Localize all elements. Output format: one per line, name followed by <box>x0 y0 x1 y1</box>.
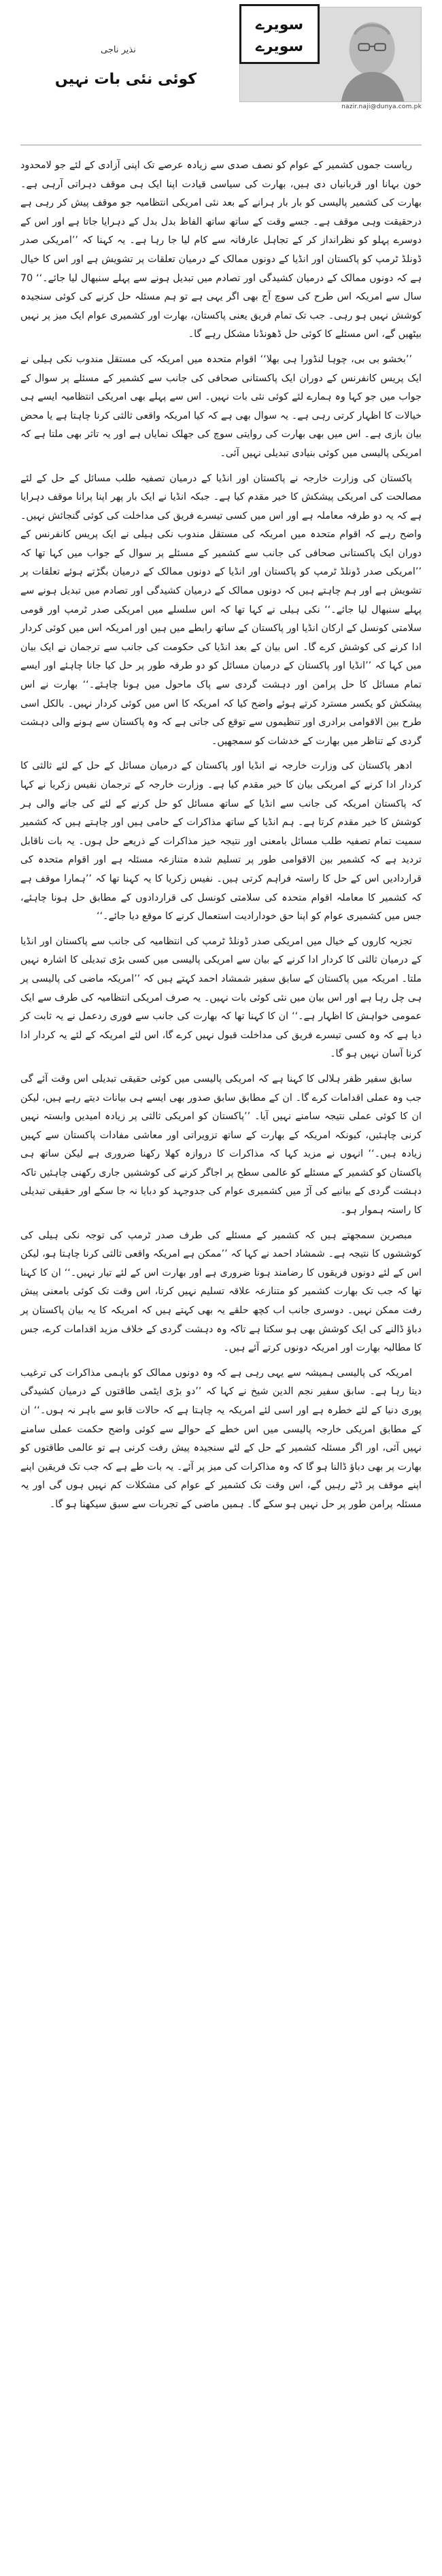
article-paragraph: ’’بخشو بی بی، چوہا لنڈورا ہی بھلا‘‘ اقوام متحدہ میں امریکہ کی مستقل مندوب نکی ہیلی نے ایک پریس کانفرنس کے دوران ایک پاکستانی صحافی کی جانب سے کشمیر کے مسئلے پر سوال کے جواب میں جو کہا وہ ہمارے لئے کوئی نئی بات نہیں۔ اس سے پہلے بھی امریکی انتظامیہ ایسے ہی خیالات کا اظہار کرتی رہی ہے۔ یہ سوال بھی ہے کہ کیا امریکہ واقعی ثالثی کرنا چاہتا ہے یا محض بیان بازی ہے۔ اس میں بھی بھارت کی روایتی سوچ کی جھلک نمایاں ہے اور یہ تاثر بھی ملتا ہے کہ امریکی پالیسی میں کوئی بنیادی تبدیلی نہیں آئی۔ <box>20 353 422 459</box>
columnist-name: نذیر ناجی <box>101 45 136 55</box>
article-paragraph: ریاست جموں کشمیر کے عوام کو نصف صدی سے زیادہ عرصے تک اپنی آزادی کے لئے جو لامحدود خون بہانا اور قربانیاں دی ہیں، بھارت کی سیاسی قیادت اپنا ایک ہی موقف دہراتی آرہی ہے۔ بھارت کی کشمیر پالیسی کو بار بار ہرانے کے بعد نئی امریکی انتظامیہ جو موقف پیش کر رہی ہے درحقیقت وہی موقف ہے۔ جسے وقت کے ساتھ ساتھ الفاظ بدل بدل کے دہرایا جاتا ہے اور اس کے دوسرے پہلو کو نظرانداز کر کے تجاہل عارفانہ سے کام لیا جا رہا ہے۔ یہ کہنا کہ ’’امریکی صدر ڈونلڈ ٹرمپ کو پاکستان اور انڈیا کے دونوں ممالک کے درمیان تعلقات پر تشویش ہے اور اس کا خیال ہے کہ دونوں ممالک کے درمیان کشیدگی اور تصادم میں تبدیل ہونے سے پہلے سنبھال لیا جائے۔‘‘ 70 سال سے امریکہ اس طرح کی سوچ آج بھی اگر یہی ہے تو ہم مسئلہ حل کرنے کی کوئی سنجیدہ کوشش نہیں ہو رہی۔ جب تک تمام فریق یعنی پاکستان، بھارت اور کشمیری عوام ایک میز پر نہیں بیٹھیں گے، اس مسئلے کا کوئی حل ڈھونڈنا مشکل رہے گا۔ <box>20 160 422 340</box>
svg-text:سویرے: سویرے <box>255 16 304 33</box>
columnist-email: nazir.naji@dunya.com.pk <box>341 103 422 110</box>
column-logo <box>239 4 320 64</box>
article-paragraph: پاکستان کی وزارت خارجہ نے پاکستان اور انڈیا کے درمیان تصفیہ طلب مسائل کے حل کے لئے مصالحت کی امریکی پیشکش کا خیر مقدم کیا ہے۔ جبکہ انڈیا نے ایک بار پھر اپنا پرانا موقف دہرایا ہے کہ یہ دو طرفہ معاملہ ہے اور اس میں کسی تیسرے فریق کی مداخلت کی کوئی گنجائش نہیں۔ واضح رہے کہ اقوام متحدہ میں امریکہ کی مستقل مندوب نکی ہیلی نے ایک پریس کانفرنس کے دوران ایک پاکستانی صحافی کی جانب سے کشمیر کے مسئلے پر سوال کے جواب میں کہا تھا کہ ’’امریکی صدر ڈونلڈ ٹرمپ کو پاکستان اور انڈیا کے دونوں ممالک کے درمیان بگڑتے ہوئے تعلقات پر تشویش ہے اور ہم چاہتے ہیں کہ دونوں ممالک کے درمیان کشیدگی اور تصادم میں تبدیل ہونے سے پہلے سنبھال لیا جائے۔‘‘ نکی ہیلی نے کہا تھا کہ اس سلسلے میں امریکی صدر ٹرمپ اور قومی سلامتی کونسل کے ارکان انڈیا اور پاکستان کے ساتھ رابطے میں ہیں اور امریکہ اس میں کوئی کردار ادا کرنے کی کوشش کرے گا۔ اس بیان کے بعد انڈیا کی حکومت کی جانب سے ترجمان نے ایک بیان میں کہا کہ ’’انڈیا اور پاکستان کے درمیان مسائل کو دو طرفہ طور پر حل کیا جانا چاہئے اور ایسے تمام مسائل کا حل پرامن اور دہشت گردی سے پاک ماحول میں ہونا چاہئے۔‘‘ بھارت نے اس پیشکش کو یکسر مسترد کرتے ہوئے واضح کیا کہ امریکہ کا اس میں کوئی کردار نہیں۔ بالکل اسی طرح بین الاقوامی برادری اور تنظیموں سے توقع کی جاتی ہے کہ وہ پاکستان سے ہونے والی دہشت گردی کے تناظر میں بھارت کے خدشات کو سمجھیں۔ <box>20 472 422 747</box>
article-paragraph: امریکہ کی پالیسی ہمیشہ سے یہی رہی ہے کہ وہ دونوں ممالک کو باہمی مذاکرات کی ترغیب دیتا رہا ہے۔ سابق سفیر نجم الدین شیخ نے کہا کہ ’’دو بڑی ایٹمی طاقتوں کے درمیان کشیدگی پوری دنیا کے لئے خطرہ ہے اور اسی لئے امریکہ یہ چاہتا ہے کہ حالات قابو سے باہر نہ ہوں۔‘‘ ان کے مطابق امریکی خارجہ پالیسی میں اس خطے کے حوالے سے کوئی واضح حکمت عملی سامنے نہیں آئی، اور اگر مسئلہ کشمیر کے حل کے لئے سنجیدہ پیش رفت کرنی ہے تو عالمی طاقتوں کو بھارت پر بھی دباؤ ڈالنا ہو گا کہ وہ مذاکرات کی میز پر آئے۔ یہ بات طے ہے کہ جب تک فریقین اپنے اپنے موقف پر ڈٹے رہیں گے، اس وقت تک کشمیر کے عوام کی مشکلات کم نہیں ہوں گی اور یہ مسئلہ پرامن طور پر حل نہیں ہو سکے گا۔ ہمیں ماضی کے تجربات سے سبق سیکھنا ہو گا۔ <box>20 1367 422 1510</box>
column-header <box>20 0 422 146</box>
article-paragraph: ادھر پاکستان کی وزارت خارجہ نے انڈیا اور پاکستان کے درمیان مسائل کے حل کے لئے ثالثی کا کردار ادا کرنے کے امریکی بیان کا خیر مقدم کیا ہے۔ وزارت خارجہ کے ترجمان نفیس زکریا نے کہا کہ پاکستان امریکہ کی جانب سے انڈیا کے ساتھ مسائل کو حل کرنے کے لئے کی جانے والی ہر کوشش کا خیر مقدم کرتا ہے۔ ہم انڈیا کے ساتھ مذاکرات کے حامی ہیں اور چاہتے ہیں کہ کشمیر سمیت تمام تصفیہ طلب مسائل بامعنی اور نتیجہ خیز مذاکرات کے ذریعے حل ہوں۔ یہ بات ناقابل تردید ہے کہ کشمیر بین الاقوامی طور پر تسلیم شدہ متنازعہ مسئلہ ہے اور اقوام متحدہ کی قراردادیں اس کے حل کا راستہ فراہم کرتی ہیں۔ نفیس زکریا کا یہ کہنا تھا کہ ’’ہمارا موقف ہے کہ کشمیر کا معاملہ اقوام متحدہ کی سلامتی کونسل کی قراردادوں کے مطابق حل ہونا چاہئے، جس میں کشمیری عوام کو اپنا حق خودارادیت استعمال کرنے کا موقع دیا جائے۔‘‘ <box>20 760 422 922</box>
article-paragraph: تجزیہ کاروں کے خیال میں امریکی صدر ڈونلڈ ٹرمپ کی انتظامیہ کی جانب سے پاکستان اور انڈیا کے درمیان ثالثی کا کردار ادا کرنے کے بیان سے امریکی پالیسی میں کسی بڑی تبدیلی کا اشارہ نہیں ملتا۔ امریکہ میں پاکستان کے سابق سفیر شمشاد احمد کہتے ہیں کہ ’’امریکہ ماضی کی پالیسی پر ہی چل رہا ہے اور اس بیان میں نئی کوئی بات نہیں۔ یہ صرف امریکی انتظامیہ کی طرف سے ایک عمومی خواہش کا اظہار ہے۔‘‘ ان کا کہنا تھا کہ بھارت کی جانب سے فوری ردعمل نے یہ ثابت کر دیا ہے کہ وہ کسی تیسرے فریق کی مداخلت قبول نہیں کرے گا، اس لئے امریکہ کے لئے یہ کردار ادا کرنا آسان نہیں ہو گا۔ <box>20 935 422 1060</box>
article-body <box>20 146 422 1515</box>
article-paragraph: مبصرین سمجھتے ہیں کہ کشمیر کے مسئلے کی طرف صدر ٹرمپ کی توجہ نکی ہیلی کی کوششوں کا نتیجہ ہے۔ شمشاد احمد نے کہا کہ ’’ممکن ہے امریکہ واقعی ثالثی کرنا چاہتا ہو، لیکن اس کے لئے دونوں فریقوں کا رضامند ہونا ضروری ہے اور بھارت اس کے لئے تیار نہیں۔‘‘ ان کا کہنا تھا کہ جب تک بھارت کشمیر کو متنازعہ علاقہ تسلیم نہیں کرتا، اس وقت تک کوئی بامعنی پیش رفت ممکن نہیں۔ دوسری جانب اب کچھ حلقے یہ بھی کہتے ہیں کہ امریکہ کا یہ بیان پاکستان پر دباؤ ڈالنے کی ایک کوشش بھی ہو سکتا ہے تاکہ وہ دہشت گردی کے خلاف مزید اقدامات کرے، جس کا مطالبہ بھارت اور امریکہ دونوں کرتے آئے ہیں۔ <box>20 1229 422 1354</box>
column-logo-icon <box>241 6 318 62</box>
column-headline: کوئی نئی بات نہیں <box>54 71 197 88</box>
svg-text:سویرے: سویرے <box>255 38 304 55</box>
article-paragraph: سابق سفیر ظفر ہلالی کا کہنا ہے کہ امریکی پالیسی میں کوئی حقیقی تبدیلی اس وقت آئے گی جب وہ عملی اقدامات کرے گا۔ ان کے مطابق سابق صدور بھی ایسے ہی بیانات دیتے رہے ہیں، لیکن ان کا کوئی عملی نتیجہ سامنے نہیں آیا۔ ’’پاکستان کو امریکی ثالثی پر زیادہ امیدیں وابستہ نہیں کرنی چاہئیں، کیونکہ امریکہ کے بھارت کے ساتھ تزویراتی اور معاشی مفادات پاکستان سے کہیں زیادہ ہیں۔‘‘ انہوں نے مزید کہا کہ مذاکرات کا دروازہ کھلا رکھنا ضروری ہے لیکن ساتھ ہی پاکستان کو کشمیر کے مسئلے کو عالمی سطح پر اجاگر کرنے کی کوششیں جاری رکھنی چاہئیں تاکہ دہشت گردی کے بیانیے کی آڑ میں کشمیری عوام کی جدوجہد کو دبایا نہ جا سکے اور حقیقی تبدیلی کا راستہ ہموار ہو۔ <box>20 1073 422 1217</box>
